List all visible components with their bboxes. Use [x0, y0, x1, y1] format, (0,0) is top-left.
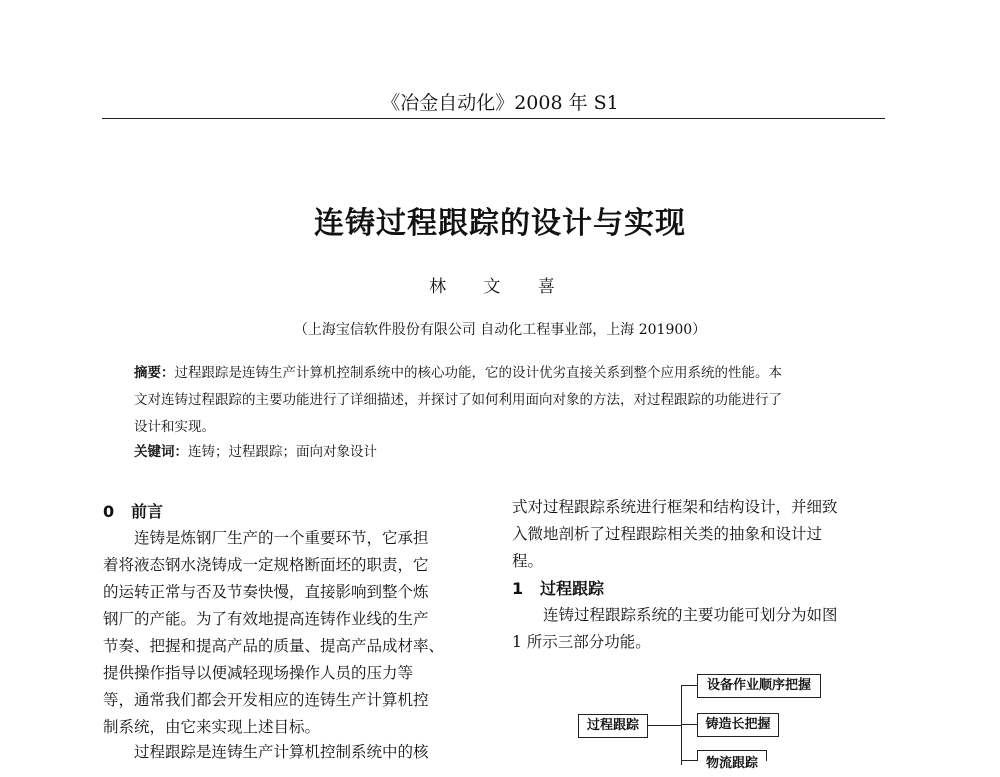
text-line: 制系统，由它来实现上述目标。 — [103, 718, 321, 736]
section-title: 过程跟踪 — [540, 579, 605, 598]
diagram-branch — [681, 760, 697, 761]
text-line: 着将液态钢水浇铸成一定规格断面坯的职责，它 — [103, 556, 429, 574]
abstract-line: 设计和实现。 — [134, 419, 215, 435]
diagram-child-box: 铸造长把握 — [697, 713, 779, 737]
paper-title: 连铸过程跟踪的设计与实现 — [314, 206, 686, 241]
text-line: 式对过程跟踪系统进行框架和结构设计，并细致 — [512, 498, 838, 516]
abstract-line — [134, 360, 864, 387]
intro-paragraph — [103, 525, 476, 741]
diagram-trunk — [681, 685, 682, 765]
header-rule — [102, 118, 885, 119]
diagram-branch — [681, 724, 697, 725]
keywords-label: 关键词： — [134, 444, 188, 460]
section-number: 1 — [512, 579, 524, 598]
abstract-label: 摘要： — [134, 365, 175, 381]
journal-header: 《冶金自动化》2008 年 S1 — [381, 92, 619, 114]
text-line: 节奏、把握和提高产品的质量、提高产品成材率、 — [103, 637, 445, 655]
text-line: 的运转正常与否及节奏快慢，直接影响到整个炼 — [103, 583, 429, 601]
keywords-text: 连铸；过程跟踪；面向对象设计 — [188, 444, 377, 460]
diagram-connector — [647, 725, 681, 726]
author: 林 文 喜 — [429, 277, 571, 297]
cut-off-line-wrapper — [103, 739, 476, 761]
abstract — [134, 360, 864, 441]
right-column — [512, 494, 884, 656]
text-line: 连铸是炼钢厂生产的一个重要环节，它承担 — [134, 529, 429, 547]
diagram-child-box: 物流跟踪 — [697, 750, 767, 761]
abstract-line: 文对连铸过程跟踪的主要功能进行了详细描述，并探讨了如何利用面向对象的方法，对过程跟踪的功能进行了 — [134, 392, 782, 408]
section-1-heading — [512, 575, 884, 602]
diagram-branch — [681, 685, 697, 686]
keywords — [134, 440, 864, 460]
left-column — [103, 498, 476, 761]
text-line-partial: 过程跟踪是连铸生产计算机控制系统中的核 — [134, 743, 429, 761]
text-line: 连铸过程跟踪系统的主要功能可划分为如图 — [543, 606, 838, 624]
affiliation: （上海宝信软件股份有限公司 自动化工程事业部，上海 201900） — [293, 322, 707, 338]
diagram-root-box: 过程跟踪 — [578, 714, 648, 738]
text-line: 钢厂的产能。为了有效地提高连铸作业线的生产 — [103, 610, 429, 628]
text-line: 等，通常我们都会开发相应的连铸生产计算机控 — [103, 691, 429, 709]
diagram-child-box: 设备作业顺序把握 — [697, 674, 821, 698]
text-line: 程。 — [512, 552, 544, 570]
section-title: 前言 — [131, 502, 164, 521]
text-line: 提供操作指导以便减轻现场操作人员的压力等 — [103, 664, 414, 682]
section-number: 0 — [103, 502, 115, 521]
abstract-text: 过程跟踪是连铸生产计算机控制系统中的核心功能，它的设计优劣直接关系到整个应用系统的性能。本 — [174, 365, 782, 381]
section-0-heading — [103, 498, 476, 525]
text-line: 入微地剖析了过程跟踪相关类的抽象和设计过 — [512, 525, 823, 543]
text-line: 1 所示三部分功能。 — [512, 633, 651, 651]
